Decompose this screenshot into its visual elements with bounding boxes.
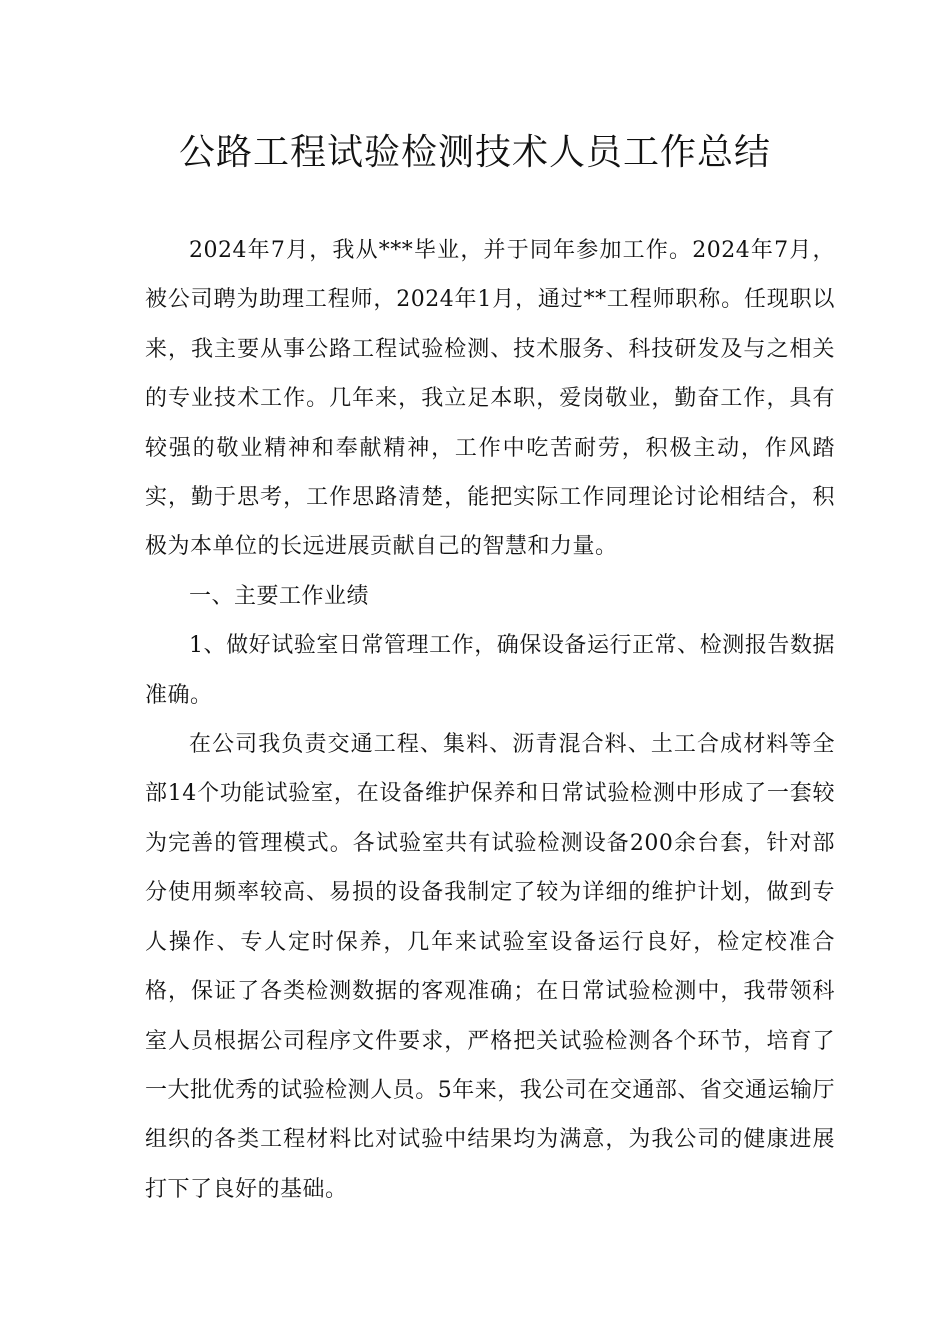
section-heading: 一、主要工作业绩 — [189, 583, 370, 609]
paragraph-intro: 2024年7月，我从***毕业，并于同年参加工作。2024年7月，被公司聘为助理工程师，2024年1月，通过**工程师职称。任现职以来，我主要从事公路工程试验检测、技术服务、科技研发及与之相关的专业技术工作。几年来，我立足本职，爱岗敬业，勤奋工作，具有较强的敬业精神和奉献精神，工作中吃苦耐劳，积极主动，作风踏实，勤于思考，工作思路清楚，能把实际工作同理论讨论相结合，积极为本单位的长远进展贡献自己的智慧和力量。 — [145, 238, 835, 560]
document-body — [145, 226, 835, 1214]
paragraph-lab-management: 在公司我负责交通工程、集料、沥青混合料、土工合成材料等全部14个功能试验室，在设备维护保养和日常试验检测中形成了一套较为完善的管理模式。各试验室共有试验检测设备200余台套，针对部分使用频率较高、易损的设备我制定了较为详细的维护计划，做到专人操作、专人定时保养，几年来试验室设备运行良好，检定校准合格，保证了各类检测数据的客观准确；在日常试验检测中，我带领科室人员根据公司程序文件要求，严格把关试验检测各个环节，培育了一大批优秀的试验检测人员。5年来，我公司在交通部、省交通运输厅组织的各类工程材料比对试验中结果均为满意，为我公司的健康进展打下了良好的基础。 — [145, 732, 835, 1202]
document-title: 公路工程试验检测技术人员工作总结 — [178, 132, 771, 173]
subsection-heading: 1、做好试验室日常管理工作，确保设备运行正常、检测报告数据准确。 — [145, 633, 835, 708]
